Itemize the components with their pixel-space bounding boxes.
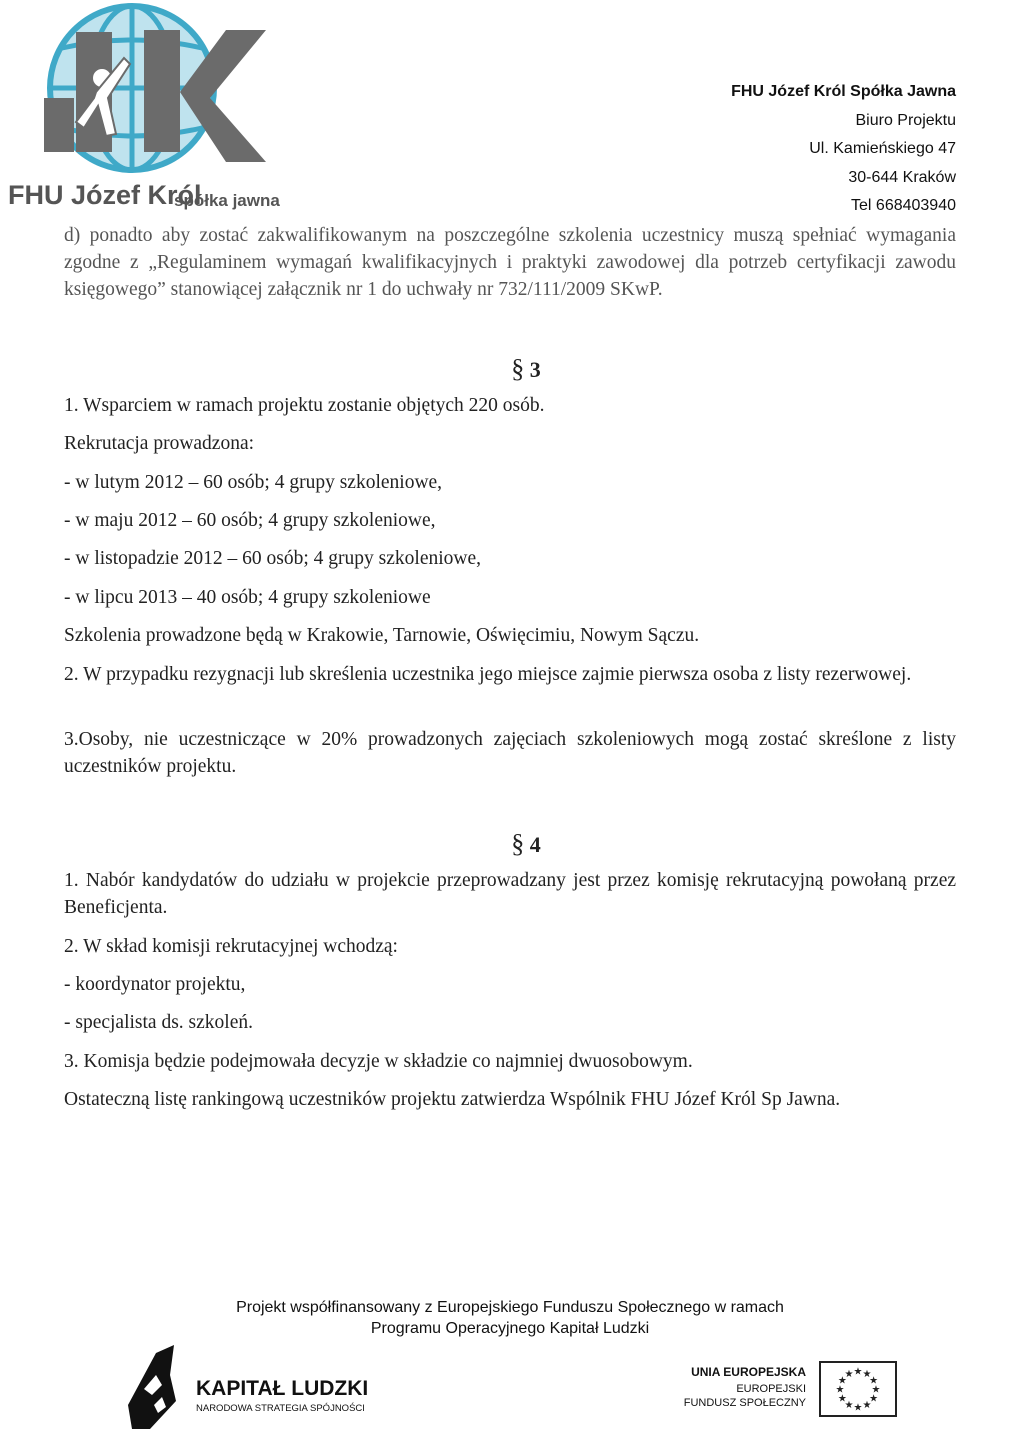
recruitment-item: - w listopadzie 2012 – 60 osób; 4 grupy szkoleniowe, [64, 548, 482, 569]
eu-star-icon: ★ [862, 1368, 872, 1380]
intro-paragraph: d) ponadto aby zostać zakwalifikowanym na poszczególne szkolenia uczestnicy muszą spełniać wymagania zgodne z „Regulaminem wymagań kwalifikacyjnych i praktyki zawodowej dla potrzeb certyfikacji zawodu księgowego” stanowiącej załącznik nr 1 do uchwały nr 732/111/2009 SKwP. [64, 225, 956, 300]
logo-brand-suffix: spółka jawna [174, 191, 280, 210]
section-number: 3 [529, 357, 541, 382]
paragraph-symbol: § [511, 354, 525, 383]
recruitment-item: - w lutym 2012 – 60 osób; 4 grupy szkoleniowe, [64, 472, 443, 493]
committee-member: - koordynator projektu, [64, 974, 246, 995]
eu-star-icon: ★ [853, 1366, 863, 1378]
kapital-ludzki-title: KAPITAŁ LUDZKI [196, 1377, 369, 1400]
eu-logo-line-1: UNIA EUROPEJSKA [691, 1365, 806, 1379]
eu-star-icon: ★ [853, 1402, 863, 1414]
company-city: 30-644 Kraków [848, 168, 956, 186]
section-3-item-2: 2. W przypadku rezygnacji lub skreślenia uczestnika jego miejsce zajmie pierwsza osoba z listy rezerwowej. [64, 664, 912, 685]
company-phone: Tel 668403940 [851, 197, 956, 214]
eu-social-fund-logo [684, 1360, 900, 1418]
section-3-heading [0, 354, 960, 384]
recruitment-item: - w maju 2012 – 60 osób; 4 grupy szkoleniowe, [64, 510, 436, 531]
cofinancing-line-1: Projekt współfinansowany z Europejskiego Funduszu Społecznego w ramach [236, 1299, 784, 1316]
company-address-block [731, 78, 956, 221]
section-3-item-1: 1. Wsparciem w ramach projektu zostanie objętych 220 osób. [64, 395, 545, 416]
section-number: 4 [529, 832, 541, 857]
section-4-item-3: 3. Komisja będzie podejmowała decyzje w składzie co najmniej dwuosobowym. [64, 1051, 693, 1072]
eu-star-icon: ★ [844, 1400, 854, 1412]
eu-star-icon: ★ [844, 1368, 854, 1380]
eu-star-icon: ★ [869, 1393, 879, 1405]
section-4-item-2: 2. W skład komisji rekrutacyjnej wchodzą: [64, 936, 398, 957]
kapital-ludzki-emblem-icon [128, 1345, 176, 1429]
section-3-item-3: 3.Osoby, nie uczestniczące w 20% prowadzonych zajęciach szkoleniowych mogą zostać skreślone z listy uczestników projektu. [64, 729, 956, 777]
recruitment-item: - w lipcu 2013 – 40 osób; 4 grupy szkoleniowe [64, 587, 431, 608]
recruitment-label: Rekrutacja prowadzona: [64, 433, 255, 454]
kapital-ludzki-subtitle: NARODOWA STRATEGIA SPÓJNOŚCI [196, 1403, 365, 1414]
eu-star-icon: ★ [835, 1384, 845, 1396]
eu-star-icon: ★ [862, 1400, 872, 1412]
eu-logo-line-3: FUNDUSZ SPOŁECZNY [683, 1397, 806, 1409]
kapital-ludzki-logo [126, 1345, 386, 1431]
company-office: Biuro Projektu [855, 111, 956, 129]
eu-flag-icon [820, 1362, 896, 1416]
company-name: FHU Józef Król Spółka Jawna [731, 83, 956, 100]
company-street: Ul. Kamieńskiego 47 [809, 140, 956, 157]
section-4-heading [0, 829, 960, 859]
jk-letters [44, 30, 266, 162]
committee-member: - specjalista ds. szkoleń. [64, 1012, 253, 1033]
logo-brand-text: FHU Józef Król [8, 180, 202, 210]
cofinancing-line-2: Programu Operacyjnego Kapitał Ludzki [370, 1320, 650, 1337]
eu-star-icon: ★ [869, 1375, 879, 1387]
section-4-item-1: 1. Nabór kandydatów do udziału w projekcie przeprowadzany jest przez komisję rekrutacyjną powołaną przez Beneficjenta. [64, 870, 956, 918]
eu-star-icon: ★ [837, 1393, 847, 1405]
eu-star-icon: ★ [837, 1375, 847, 1387]
eu-star-icon: ★ [871, 1384, 881, 1396]
final-approval-paragraph: Ostateczną listę rankingową uczestników projektu zatwierdza Wspólnik FHU Józef Król Sp Jawna. [64, 1089, 841, 1110]
training-locations: Szkolenia prowadzone będą w Krakowie, Tarnowie, Oświęcimiu, Nowym Sączu. [64, 625, 700, 646]
paragraph-symbol: § [511, 829, 525, 858]
eu-logo-line-2: EUROPEJSKI [736, 1383, 806, 1395]
company-logo [4, 2, 280, 214]
cofinancing-note [0, 1297, 1020, 1339]
